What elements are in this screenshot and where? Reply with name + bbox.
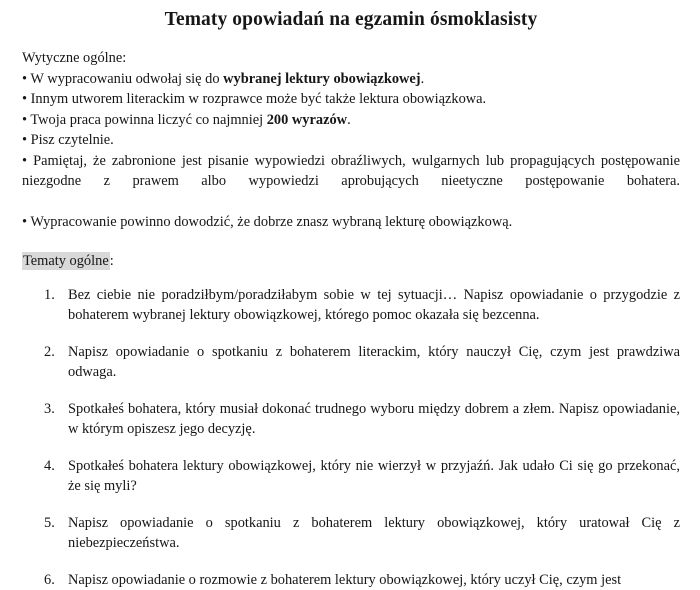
guidelines-intro-label: Wytyczne ogólne: — [22, 50, 127, 67]
section-heading — [22, 251, 680, 271]
topic-list-item — [22, 342, 680, 383]
guideline-item — [22, 151, 680, 213]
topic-list-item — [22, 513, 680, 554]
guideline-text: • Pamiętaj, że zabronione jest pisanie wypowiedzi obraźliwych, wulgarnych lub propagujących postępowanie niezgodne z prawem albo wypowiedzi aprobujących nieetyczne postępowanie bohatera. — [22, 152, 680, 190]
guideline-item — [22, 69, 680, 90]
topic-number: 3. — [44, 400, 55, 417]
document-page — [0, 8, 700, 588]
topic-list-item — [22, 570, 680, 590]
guideline-text: • Innym utworem literackim w rozprawce może być także lektura obowiązkowa. — [22, 91, 487, 108]
topic-list-item — [22, 456, 680, 497]
guideline-text: • Twoja praca powinna liczyć co najmniej — [22, 111, 267, 128]
guideline-item — [22, 110, 680, 131]
guideline-item — [22, 212, 680, 233]
guideline-text: • W wypracowaniu odwołaj się do — [22, 70, 224, 87]
topic-text: Napisz opowiadanie o rozmowie z bohaterem lektury obowiązkowej, który uczył Cię, czym jest — [68, 571, 622, 588]
section-heading-highlight: Tematy ogólne — [23, 252, 109, 269]
guideline-item — [22, 130, 680, 151]
topic-text: Spotkałeś bohatera lektury obowiązkowej, który nie wierzył w przyjaźń. Jak udało Ci się go przekonać, że się myli? — [68, 457, 680, 495]
topic-text: Napisz opowiadanie o spotkaniu z bohaterem lektury obowiązkowej, który uratował Cię z niebezpieczeństwa. — [68, 514, 680, 552]
guideline-text: • Wypracowanie powinno dowodzić, że dobrze znasz wybraną lekturę obowiązkową. — [22, 214, 513, 231]
guideline-emphasis: 200 wyrazów — [266, 111, 348, 128]
topic-number: 5. — [44, 514, 55, 531]
topic-number: 4. — [44, 457, 55, 474]
guidelines-list — [22, 69, 680, 233]
topic-text: Bez ciebie nie poradziłbym/poradziłabym sobie w tej sytuacji… Napisz opowiadanie o przygodzie z bohaterem wybranej lektury obowiązkowej, którego pomoc okazała się bezcenna. — [68, 286, 680, 324]
guideline-item — [22, 89, 680, 110]
guideline-emphasis: wybranej lektury obowiązkowej — [223, 70, 421, 87]
guideline-text-suffix: . — [420, 70, 425, 87]
topic-text: Spotkałeś bohatera, który musiał dokonać trudnego wyboru między dobrem a złem. Napisz opowiadanie, w którym opiszesz jego decyzję. — [68, 400, 680, 438]
section-heading-suffix: : — [109, 252, 114, 269]
topic-number: 2. — [44, 343, 55, 360]
topic-list — [22, 285, 680, 590]
topic-text: Napisz opowiadanie o spotkaniu z bohaterem literackim, który nauczył Cię, czym jest prawdziwa odwaga. — [68, 343, 680, 381]
topic-list-item — [22, 285, 680, 326]
guideline-text: • Pisz czytelnie. — [22, 132, 114, 149]
guidelines-section — [22, 48, 680, 233]
topic-number: 1. — [44, 286, 55, 303]
topic-number: 6. — [44, 571, 55, 588]
topic-list-item — [22, 399, 680, 440]
page-title: Tematy opowiadań na egzamin ósmoklasisty — [164, 9, 538, 30]
guideline-text-suffix: . — [347, 111, 351, 128]
